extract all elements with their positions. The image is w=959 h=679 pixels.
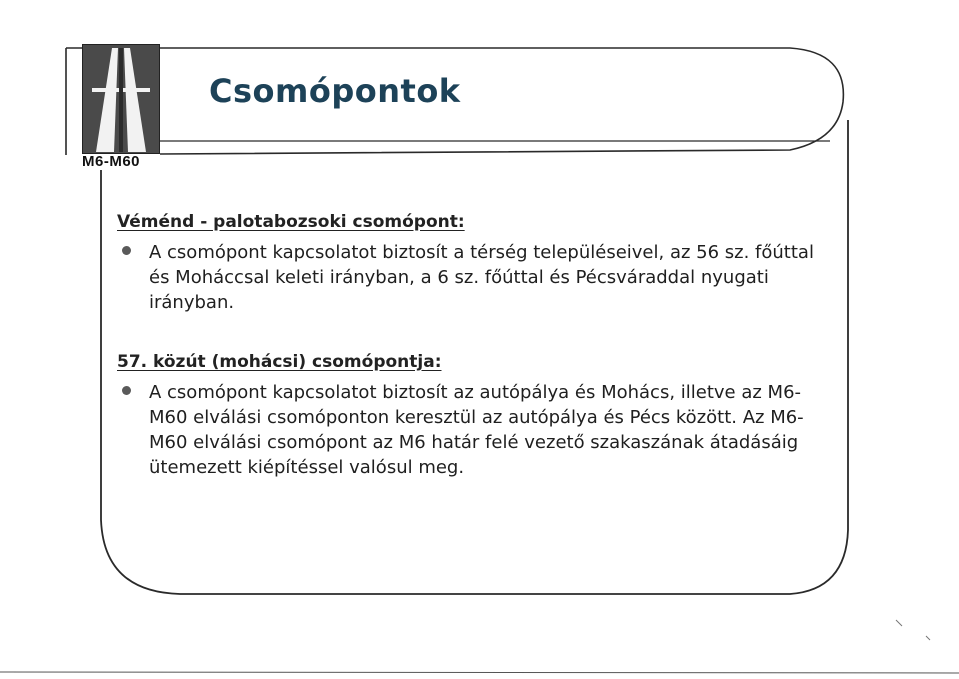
bullet-dot-icon [122,246,131,255]
section-heading: 57. közút (mohácsi) csomópontja: [117,352,442,372]
page-title: Csomópontok [209,72,461,110]
section-vemend [117,212,817,315]
bullet-dot-icon [122,386,131,395]
bullet-item [117,380,827,480]
highway-logo-icon [82,44,160,154]
bullet-text: A csomópont kapcsolatot biztosít a térség településeivel, az 56 sz. főúttal és Moháccsal keleti irányban, a 6 sz. főúttal és Pécsváraddal nyugati irányban. [149,242,814,313]
logo-label: M6-M60 [82,153,141,170]
section-57-kozut [117,352,827,480]
section-heading: Véménd - palotabozsoki csomópont: [117,212,465,232]
bullet-text: A csomópont kapcsolatot biztosít az autópálya és Mohács, illetve az M6-M60 elválási csomóponton keresztül az autópálya és Pécs között. Az M6-M60 elválási csomópont az M6 határ felé vezető szakaszának átadásáig ütemezett kiépítéssel valósul meg. [149,382,804,478]
bullet-item [117,240,817,315]
